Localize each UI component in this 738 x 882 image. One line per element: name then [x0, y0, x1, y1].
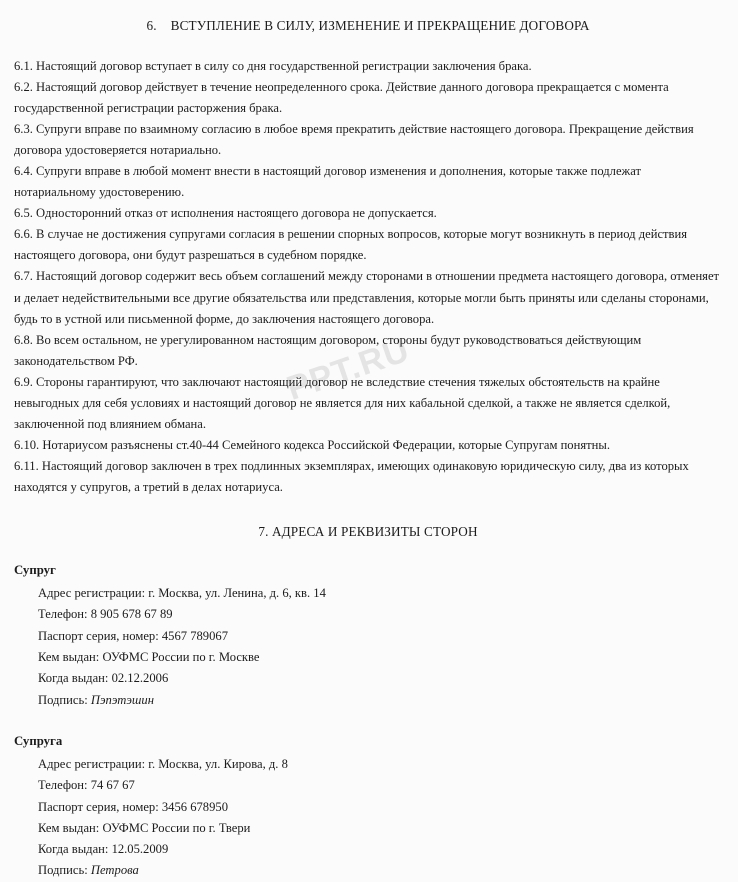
party-field [38, 775, 722, 796]
party-field-label: Когда выдан: [38, 842, 109, 857]
party-field [38, 604, 722, 625]
section-6-number: 6. [146, 18, 157, 33]
party-field [38, 583, 722, 604]
clause-item: 6.1. Настоящий договор вступает в силу со дня государственной регистрации заключения брака. [14, 58, 532, 73]
party-field-value: 3456 678950 [161, 799, 228, 814]
party-title: Супруг [14, 562, 56, 577]
party-field [38, 626, 722, 647]
party-field-value: ОУФМС России по г. Москве [102, 649, 260, 664]
party-field [38, 690, 722, 711]
party-field-list [14, 583, 722, 711]
party-block [14, 731, 722, 882]
party-field-value: ОУФМС России по г. Твери [102, 820, 251, 835]
party-field [38, 647, 722, 668]
section-7-heading: 7. АДРЕСА И РЕКВИЗИТЫ СТОРОН [258, 524, 478, 540]
party-field [38, 668, 722, 689]
party-field [38, 797, 722, 818]
section-6-clause-list [14, 35, 722, 499]
party-field [38, 818, 722, 839]
party-field [38, 860, 722, 881]
party-field-label: Адрес регистрации: [38, 586, 146, 601]
party-field-label: Кем выдан: [38, 820, 100, 835]
party-title: Супруга [14, 733, 63, 748]
party-field-value: 4567 789067 [161, 628, 228, 643]
party-field-value: Пэпэтэшин [90, 692, 154, 707]
clause-item: 6.4. Супруги вправе в любой момент внести в настоящий договор изменения и дополнения, которые также подлежат нотариальному удостоверению. [14, 163, 642, 200]
clause-item: 6.3. Супруги вправе по взаимному согласию в любое время прекратить действие настоящего договора. Прекращение действия договора удостоверяется нотариально. [14, 121, 694, 157]
party-field-label: Телефон: [38, 778, 88, 793]
party-field-label: Паспорт серия, номер: [38, 799, 159, 814]
party-field-value: 02.12.2006 [111, 671, 169, 686]
party-block [14, 560, 722, 711]
clause-item: 6.7. Настоящий договор содержит весь объем соглашений между сторонами в отношении предмета настоящего договора, отменяет и делает недействительными все другие обязательства или представления, которые могли быть приняты или сделаны сторонами, будь то в устной или письменной форме, до заключения настоящего договора. [14, 269, 720, 326]
section-6-heading [14, 0, 722, 35]
party-field-label: Кем выдан: [38, 649, 100, 664]
section-6-title: ВСТУПЛЕНИЕ В СИЛУ, ИЗМЕНЕНИЕ И ПРЕКРАЩЕНИЕ ДОГОВОРА [170, 18, 590, 33]
clause-item: 6.2. Настоящий договор действует в течение неопределенного срока. Действие данного договора прекращается с момента государственной регистрации расторжения брака. [14, 79, 669, 115]
party-field-label: Подпись: [38, 692, 88, 707]
party-field [38, 839, 722, 860]
party-field-label: Подпись: [38, 863, 88, 878]
party-field-value: 74 67 67 [90, 778, 135, 793]
party-field-value: 8 905 678 67 89 [90, 607, 173, 622]
party-field-value: 12.05.2009 [111, 842, 169, 857]
party-field-label: Паспорт серия, номер: [38, 628, 159, 643]
ppt-ru-watermark: PPT.RU [282, 330, 415, 408]
party-field-value: Петрова [90, 863, 139, 878]
clause-item: 6.8. Во всем остальном, не урегулированном настоящим договором, стороны будут руководствоваться действующим законодательством РФ. [14, 332, 642, 368]
party-field [38, 754, 722, 775]
parties-block [14, 543, 722, 882]
party-field-list [14, 754, 722, 882]
clause-item: 6.6. В случае не достижения супругами согласия в решении спорных вопросов, которые могут возникнуть в период действия настоящего договора, они будут разрешаться в судебном порядке. [14, 227, 688, 263]
party-field-label: Телефон: [38, 607, 88, 622]
clause-item: 6.5. Односторонний отказ от исполнения настоящего договора не допускается. [14, 206, 437, 221]
clause-item: 6.9. Стороны гарантируют, что заключают настоящий договор не вследствие стечения тяжелых обстоятельств на крайне невыгодных для себя условиях и настоящий договор не является для них кабальной сделкой, а также не является сделкой, заключенной под влиянием обмана. [14, 374, 671, 432]
clause-item: 6.10. Нотариусом разъяснены ст.40-44 Семейного кодекса Российской Федерации, которые Супругам понятны. [14, 438, 610, 453]
party-field-label: Адрес регистрации: [38, 756, 146, 771]
party-field-value: г. Москва, ул. Ленина, д. 6, кв. 14 [148, 586, 326, 601]
party-field-label: Когда выдан: [38, 671, 109, 686]
clause-item: 6.11. Настоящий договор заключен в трех подлинных экземплярах, имеющих одинаковую юридическую силу, два из которых находятся у супругов, а третий в делах нотариуса. [14, 459, 689, 495]
party-field-value: г. Москва, ул. Кирова, д. 8 [148, 756, 288, 771]
